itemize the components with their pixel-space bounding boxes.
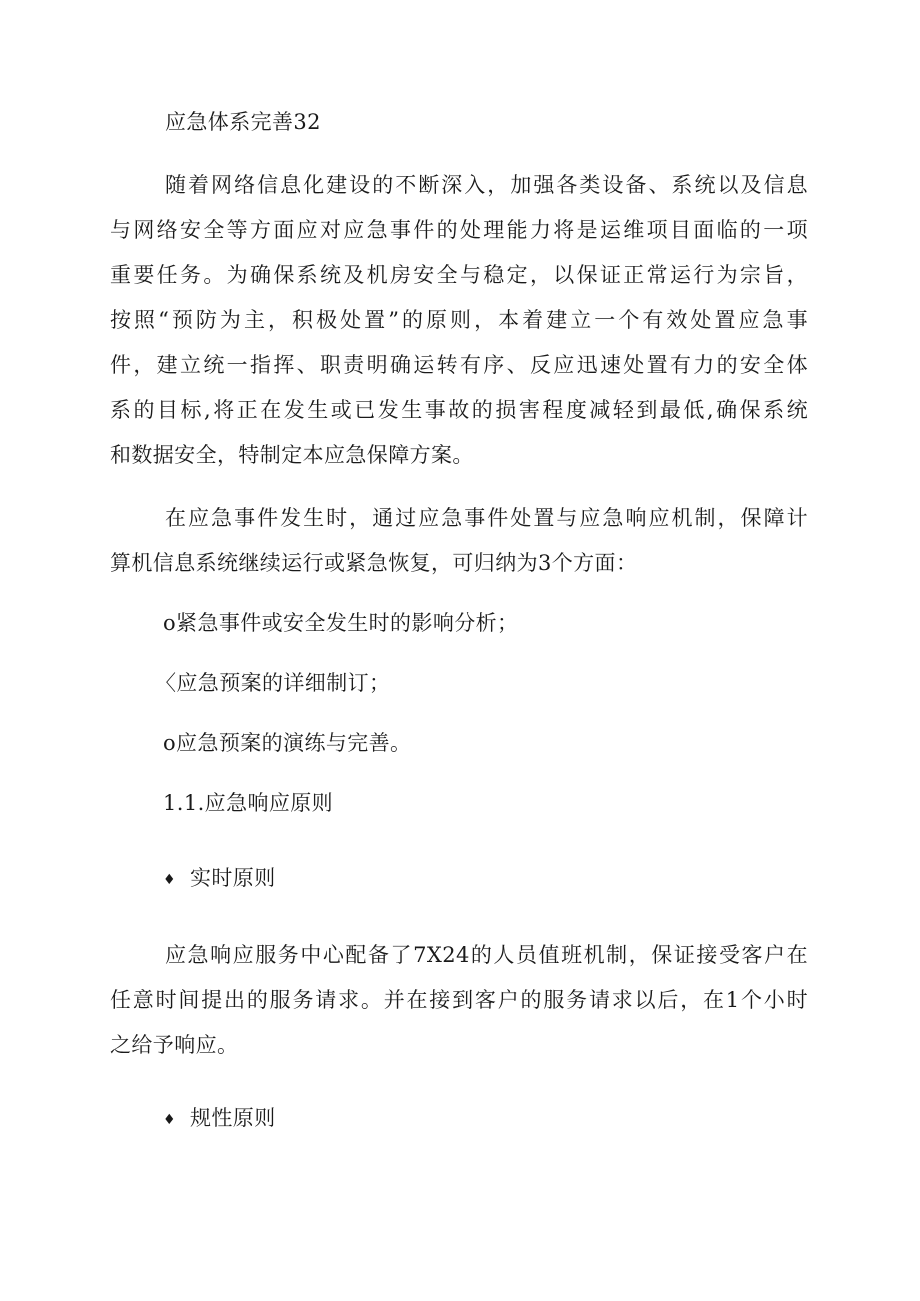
- list-item: o紧急事件或安全发生时的影响分析；: [163, 611, 519, 635]
- paragraph-line: 之给予响应。: [110, 1033, 239, 1057]
- paragraph-line: 在应急事件发生时，通过应急事件处置与应急响应机制，保障计: [165, 506, 808, 530]
- paragraph-line: 任意时间提出的服务请求。并在接到客户的服务请求以后，在1个小时: [110, 988, 808, 1012]
- section-title: 应急体系完善32: [165, 110, 321, 134]
- principle-title: 实时原则: [190, 866, 276, 890]
- paragraph-line: 和数据安全，特制定本应急保障方案。: [110, 443, 474, 467]
- paragraph-line: 按照“预防为主，积极处置”的原则，本着建立一个有效处置应急事: [110, 308, 808, 332]
- diamond-bullet-icon: ♦: [163, 1112, 176, 1128]
- paragraph-line: 与网络安全等方面应对应急事件的处理能力将是运维项目面临的一项: [110, 218, 808, 242]
- paragraph-line: 系的目标,将正在发生或已发生事故的损害程度减轻到最低,确保系统: [110, 398, 808, 422]
- paragraph-line: 件，建立统一指挥、职责明确运转有序、反应迅速处置有力的安全体: [110, 353, 808, 377]
- list-item: 〈应急预案的详细制订；: [155, 671, 391, 695]
- list-item: o应急预案的演练与完善。: [163, 731, 412, 755]
- paragraph-line: 重要任务。为确保系统及机房安全与稳定，以保证正常运行为宗旨，: [110, 263, 808, 287]
- paragraph-line: 应急响应服务中心配备了7X24的人员值班机制，保证接受客户在: [165, 943, 808, 967]
- principle-title: 规性原则: [190, 1106, 276, 1130]
- subsection-title: 1.1.应急响应原则: [163, 791, 334, 815]
- paragraph-line: 算机信息系统继续运行或紧急恢复，可归纳为3个方面：: [110, 551, 638, 575]
- diamond-bullet-icon: ♦: [163, 872, 176, 888]
- paragraph-line: 随着网络信息化建设的不断深入，加强各类设备、系统以及信息: [165, 173, 808, 197]
